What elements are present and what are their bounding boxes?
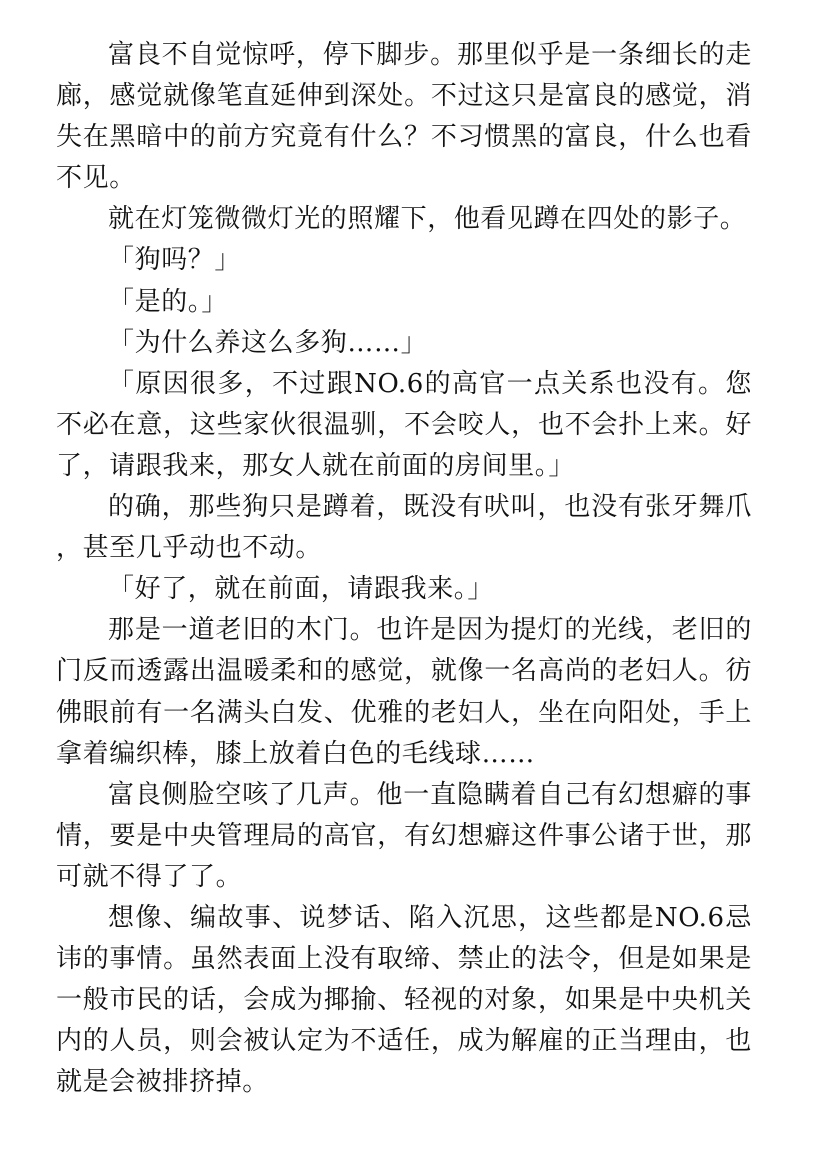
dialogue-line-4: 「原因很多，不过跟NO.6的高官一点关系也没有。您不必在意，这些家伙很温驯，不会咬人，也不会扑上来。好了，请跟我来，那女人就在前面的房间里。」 (56, 368, 752, 481)
paragraph-6: 想像、编故事、说梦话、陷入沉思，这些都是NO.6忌讳的事情。虽然表面上没有取缔、禁止的法令，但是如果是一般市民的话，会成为揶揄、轻视的对象，如果是中央机关内的人员，则会被认定为不适任，成为解雇的正当理由，也就是会被排挤掉。 (56, 902, 752, 1098)
dialogue-line-1: 「狗吗？」 (108, 245, 242, 276)
paragraph-3: 的确，那些狗只是蹲着，既没有吠叫，也没有张牙舞爪，甚至几乎动也不动。 (56, 492, 752, 564)
paragraph-1: 富良不自觉惊呼，停下脚步。那里似乎是一条细长的走廊，感觉就像笔直延伸到深处。不过这只是富良的感觉，消失在黑暗中的前方究竟有什么？不习惯黑的富良，什么也看不见。 (56, 40, 752, 194)
paragraph-4: 那是一道老旧的木门。也许是因为提灯的光线，老旧的门反而透露出温暖柔和的感觉，就像一名高尚的老妇人。彷佛眼前有一名满头白发、优雅的老妇人，坐在向阳处，手上拿着编织棒，膝上放着白色的毛线球…… (56, 615, 752, 769)
dialogue-line-2: 「是的。」 (108, 286, 229, 317)
dialogue-line-3: 「为什么养这么多狗……」 (108, 327, 428, 358)
paragraph-2: 就在灯笼微微灯光的照耀下，他看见蹲在四处的影子。 (108, 204, 747, 235)
dialogue-line-5: 「好了，就在前面，请跟我来。」 (108, 574, 495, 605)
document-page (56, 35, 752, 1103)
paragraph-5: 富良侧脸空咳了几声。他一直隐瞒着自己有幻想癖的事情，要是中央管理局的高官，有幻想癖这件事公诸于世，那可就不得了了。 (56, 779, 752, 892)
